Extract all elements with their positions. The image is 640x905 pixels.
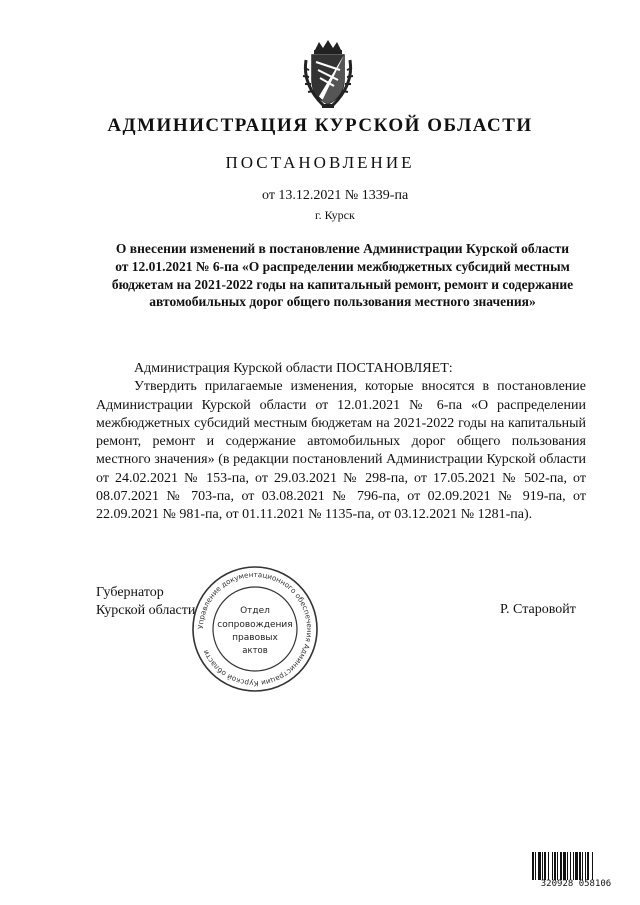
barcode	[531, 852, 619, 880]
stamp-line4: актов	[242, 646, 268, 656]
department-stamp	[190, 566, 320, 692]
decree-text: Утвердить прилагаемые изменения, которые вносятся в постановление Администрации Курской области от 12.01.2021 № 6-па «О распределении межбюджетных субсидий местным бюджетам на 2021-2022 годы на капитальный ремонт, ремонт и содержание автомобильных дорог общего пользования местного значения» (в редакции постановлений Администрации Курской области от 24.02.2021 № 153-па, от 29.03.2021 № 298-па, от 17.05.2021 № 502-па, от 08.07.2021 № 703-па, от 03.08.2021 № 796-па, от 02.09.2021 № 919-па, от 22.09.2021 № 981-па, от 01.11.2021 № 1135-па, от 03.12.2021 № 1281-па).	[96, 379, 586, 523]
organization-title: АДМИНИСТРАЦИЯ КУРСКОЙ ОБЛАСТИ	[107, 115, 533, 136]
document-body	[96, 360, 586, 525]
stamp-line1: Отдел	[240, 606, 270, 616]
signatory-name: Р. Старовойт	[500, 602, 576, 617]
coat-of-arms-emblem	[298, 40, 358, 110]
signatory-title	[96, 584, 195, 620]
signatory-title-line1: Губернатор	[96, 585, 164, 600]
stamp-ring-text: Управление документационного обеспечения Администрации Курской области	[195, 569, 315, 689]
signatory-title-line2: Курской области	[96, 603, 196, 618]
document-subject: О внесении изменений в постановление Администрации Курской области от 12.01.2021 № 6-па «О распределении межбюджетных субсидий местным бюджетам на 2021-2022 годы на капитальный ремонт, ремонт и содержание автомобильных дорог общего пользования местного значения»	[111, 241, 574, 310]
date-and-number: от 13.12.2021 № 1339-па	[262, 188, 409, 203]
stamp-line2: сопровождения	[217, 620, 293, 630]
document-type: ПОСТАНОВЛЕНИЕ	[225, 153, 415, 172]
barcode-number: 320928 058106	[540, 879, 612, 889]
city: г. Курск	[315, 208, 355, 222]
stamp-line3: правовых	[232, 633, 278, 643]
decree-intro: Администрация Курской области ПОСТАНОВЛЯЕТ:	[134, 361, 453, 376]
